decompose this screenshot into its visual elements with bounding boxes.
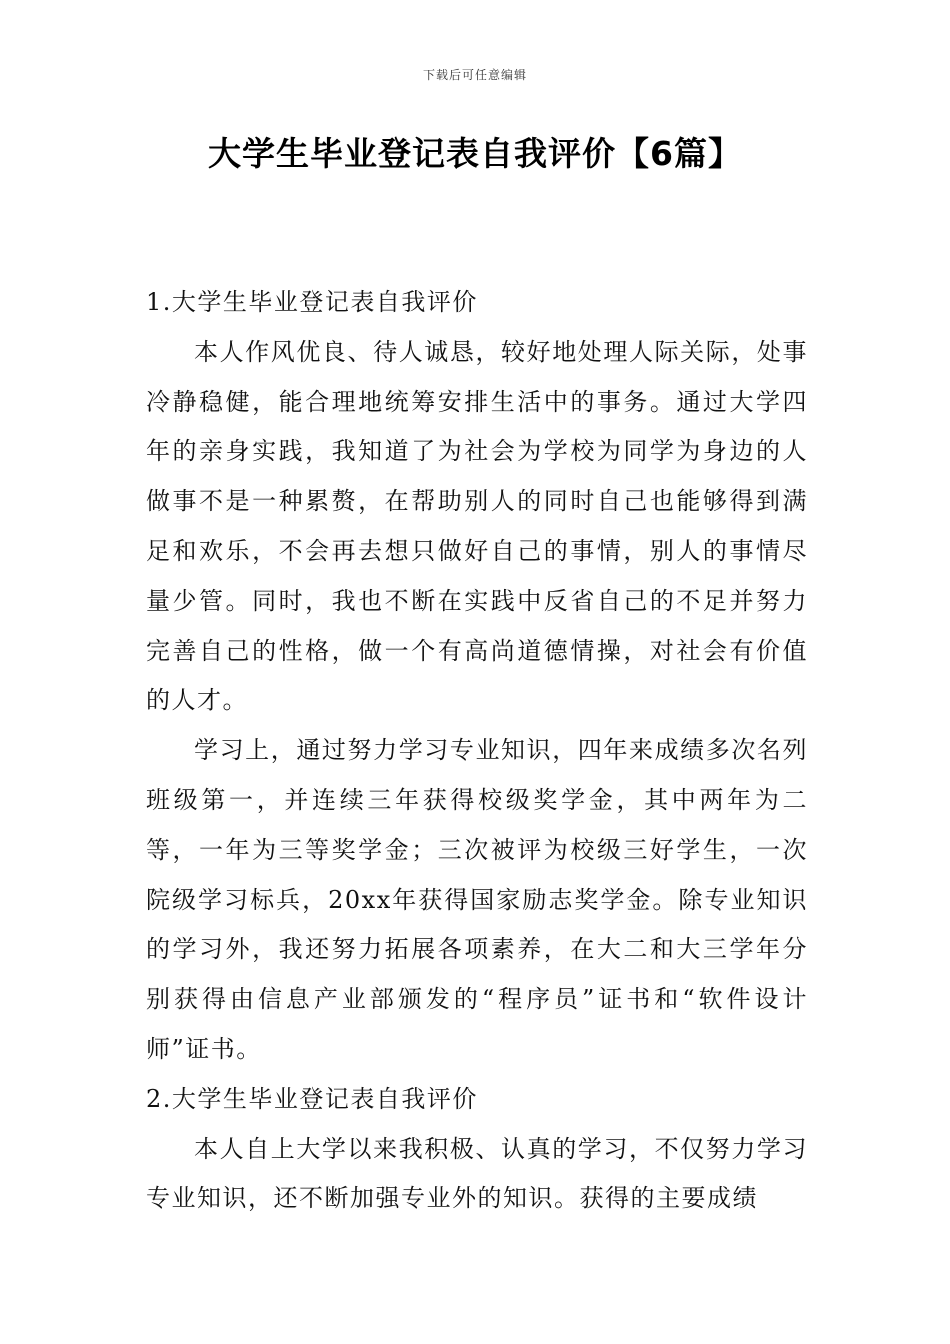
section-1-paragraph-2: 学习上，通过努力学习专业知识，四年来成绩多次名列班级第一，并连续三年获得校级奖学金，其中两年为二等，一年为三等奖学金；三次被评为校级三好学生，一次院级学习标兵，20xx年获得国家励志奖学金。除专业知识的学习外，我还努力拓展各项素养，在大二和大三学年分别获得由信息产业部颁发的“程序员”证书和“软件设计师”证书。	[146, 736, 808, 1063]
section-heading-2: 2.大学生毕业登记表自我评价	[146, 1084, 478, 1113]
header-note: 下载后可任意编辑	[422, 68, 527, 82]
document-body	[146, 278, 808, 1224]
section-2-paragraph-1: 本人自上大学以来我积极、认真的学习，不仅努力学习专业知识，还不断加强专业外的知识。获得的主要成绩	[146, 1134, 808, 1213]
document-title: 大学生毕业登记表自我评价【6篇】	[208, 134, 742, 173]
section-heading-1: 1.大学生毕业登记表自我评价	[146, 288, 478, 316]
section-1-paragraph-1: 本人作风优良、待人诚恳，较好地处理人际关际，处事冷静稳健，能合理地统筹安排生活中的事务。通过大学四年的亲身实践，我知道了为社会为学校为同学为身边的人做事不是一种累赘，在帮助别人的同时自己也能够得到满足和欢乐，不会再去想只做好自己的事情，别人的事情尽量少管。同时，我也不断在实践中反省自己的不足并努力完善自己的性格，做一个有高尚道德情操，对社会有价值的人才。	[146, 337, 808, 715]
